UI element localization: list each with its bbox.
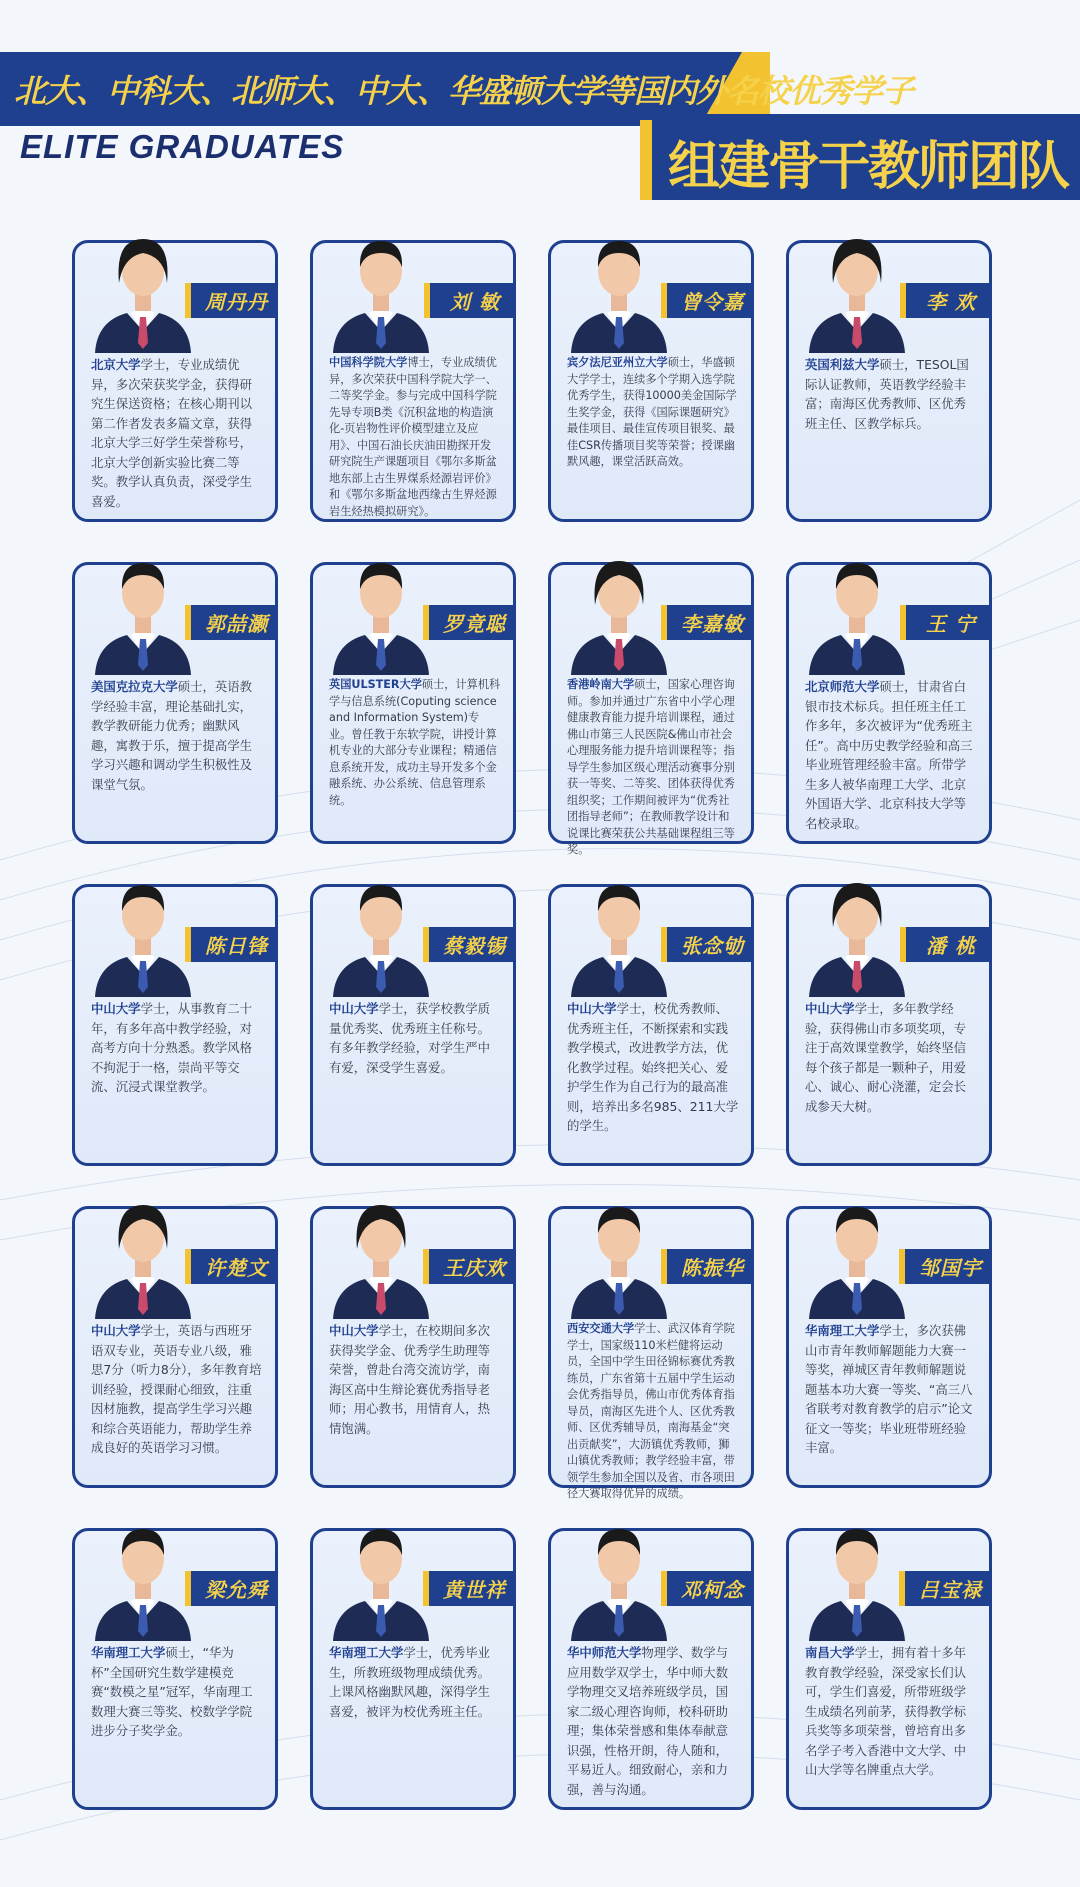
card-header — [75, 1209, 275, 1321]
teacher-bio: 硕士，国家心理咨询师。参加并通过广东省中小学心理健康教育能力提升培训课程，通过佛山市第三人民医院&佛山市社会心理服务能力提升培训课程等；指导学生参加区级心理活动赛事分别获一等奖、二等奖、团体获得优秀组织奖；工作期间被评为“优秀社团指导老师”；在教师教学设计和说课比赛荣获公共基础课程组三等奖。 — [567, 678, 735, 856]
teacher-photo — [325, 857, 437, 997]
teacher-description — [789, 677, 989, 837]
teacher-card — [310, 1206, 516, 1488]
teacher-description — [75, 999, 275, 1159]
teacher-card — [786, 1528, 992, 1810]
teacher-photo — [87, 1179, 199, 1319]
teacher-name: 陈振华 — [661, 1249, 754, 1284]
teacher-photo — [801, 1501, 913, 1641]
teacher-name: 郭喆灏 — [185, 605, 278, 640]
teacher-description — [313, 355, 513, 518]
teacher-school: 宾夕法尼亚州立大学 — [567, 356, 668, 369]
teacher-photo — [87, 1501, 199, 1641]
teacher-name: 陈日锋 — [185, 927, 278, 962]
teacher-bio: 硕士，TESOL国际认证教师，英语教学经验丰富；南海区优秀教师、区优秀班主任、区教学标兵。 — [805, 357, 969, 431]
teacher-photo — [563, 535, 675, 675]
teacher-card — [310, 884, 516, 1166]
teacher-photo — [801, 857, 913, 997]
teacher-name: 许楚文 — [185, 1249, 278, 1284]
teacher-bio: 学士、武汉体育学院学士，国家级110米栏健将运动员，全国中学生田径锦标赛优秀教练员，广东省第十五届中学生运动会优秀指导员，佛山市优秀体育指导员，南海区先进个人、区优秀教师、区优秀辅导员，南海基金“突出贡献奖”，大沥镇优秀教师，狮山镇优秀教师；教学经验丰富，带领学生参加全国以及省、市各项田径大赛取得优异的成绩。 — [567, 1322, 735, 1500]
card-header — [789, 243, 989, 355]
teacher-description — [551, 355, 751, 515]
teacher-name: 王 宁 — [900, 605, 992, 640]
teacher-name: 曾令嘉 — [661, 283, 754, 318]
teacher-card — [548, 1528, 754, 1810]
teacher-bio: 物理学、数学与应用数学双学士，华中师大数学物理交叉培养班级学员，国家二级心理咨询师，校科研助理；集体荣誉感和集体奉献意识强，性格开朗，待人随和，平易近人。细致耐心，亲和力强，善与沟通。 — [567, 1645, 729, 1797]
teacher-card — [548, 240, 754, 522]
card-header — [313, 1531, 513, 1643]
teacher-school: 中山大学 — [91, 1323, 141, 1338]
teacher-name: 张念劬 — [661, 927, 754, 962]
teacher-bio: 学士，获学校教学质量优秀奖、优秀班主任称号。有多年教学经验，对学生严中有爱，深受学生喜爱。 — [329, 1001, 491, 1075]
teacher-description — [75, 1643, 275, 1803]
teacher-description — [789, 1643, 989, 1803]
teacher-school: 华南理工大学 — [91, 1645, 166, 1660]
teacher-name: 潘 桃 — [900, 927, 992, 962]
teacher-bio: 硕士，英语教学经验丰富，理论基础扎实，教学教研能力优秀；幽默风趣，寓教于乐，擅于提高学生学习兴趣和调动学生积极性及课堂气氛。 — [91, 679, 253, 792]
slogan-text: 组建骨干教师团队 — [668, 137, 1069, 197]
teacher-description — [313, 1643, 513, 1803]
teacher-card — [786, 562, 992, 844]
teacher-card — [310, 240, 516, 522]
card-header — [551, 565, 751, 677]
teacher-name: 李 欢 — [900, 283, 992, 318]
teacher-description — [551, 1321, 751, 1500]
teacher-bio: 学士，多年教学经验，获得佛山市多项奖项，专注于高效课堂教学，始终坚信每个孩子都是一颗种子，用爱心、诚心、耐心浇灌，定会长成参天大树。 — [805, 1001, 967, 1114]
teacher-photo — [801, 535, 913, 675]
teacher-name: 邹国宇 — [899, 1249, 992, 1284]
teacher-bio: 学士，从事教育二十年，有多年高中教学经验，对高考方向十分熟悉。教学风格不拘泥于一格，崇尚平等交流、沉浸式课堂教学。 — [91, 1001, 253, 1094]
teacher-bio: 硕士，甘肃省白银市技术标兵。担任班主任工作多年，多次被评为“优秀班主任”。高中历史教学经验和高三毕业班管理经验丰富。所带学生多人被华南理工大学、北京外国语大学、北京科技大学等名校录取。 — [805, 679, 973, 831]
teacher-school: 北京大学 — [91, 357, 141, 372]
card-header — [313, 1209, 513, 1321]
teacher-school: 南昌大学 — [805, 1645, 855, 1660]
teacher-school: 北京师范大学 — [805, 679, 880, 694]
teacher-description — [551, 1643, 751, 1803]
teacher-photo — [325, 1501, 437, 1641]
teacher-school: 华南理工大学 — [805, 1323, 880, 1338]
teacher-photo — [801, 1179, 913, 1319]
card-header — [551, 1209, 751, 1321]
teacher-bio: 学士，英语与西班牙语双专业，英语专业八级，雅思7分（听力8分），多年教育培训经验，授课耐心细致，注重因材施教，提高学生学习兴趣和综合英语能力，帮助学生养成良好的英语学习习惯。 — [91, 1323, 262, 1455]
teacher-card — [72, 562, 278, 844]
teacher-bio: 学士，多次获佛山市青年教师解题能力大赛一等奖，禅城区青年教师解题说题基本功大赛一等奖、“高三八省联考对教育教学的启示”论文征文一等奖；毕业班带班经验丰富。 — [805, 1323, 973, 1455]
teacher-school: 中山大学 — [329, 1001, 379, 1016]
teacher-name: 刘 敏 — [424, 283, 516, 318]
teacher-card — [548, 1206, 754, 1500]
teacher-bio: 博士，专业成绩优异，多次荣获中国科学院大学一、二等奖学金。参与完成中国科学院先导专项B类《沉积盆地的构造演化-页岩物性评价模型建立及应用》、中国石油长庆油田勘探开发研究院生产课题项目《鄂尔多斯盆地东部上古生界煤系烃源岩评价》和《鄂尔多斯盆地西缘古生界烃源岩生烃热模拟研究》。 — [329, 356, 497, 518]
teacher-card — [786, 240, 992, 522]
teacher-photo — [563, 857, 675, 997]
teacher-photo — [87, 213, 199, 353]
teacher-grid — [72, 240, 992, 1810]
teacher-school: 华中师范大学 — [567, 1645, 642, 1660]
teacher-bio: 学士，拥有着十多年教育教学经验，深受家长们认可，学生们喜爱，所带班级学生成绩名列前茅，获得教学标兵奖等多项荣誉，曾培育出多名学子考入香港中文大学、中山大学等名牌重点大学。 — [805, 1645, 967, 1777]
teacher-school: 中山大学 — [329, 1323, 379, 1338]
teacher-name: 黄世祥 — [423, 1571, 516, 1606]
teacher-card — [72, 884, 278, 1166]
teacher-photo — [87, 857, 199, 997]
teacher-photo — [801, 213, 913, 353]
teacher-photo — [563, 213, 675, 353]
teacher-name: 李嘉敏 — [661, 605, 754, 640]
teacher-bio: 学士，校优秀教师、优秀班主任，不断探索和实践教学模式，改进教学方法，优化教学过程。始终把关心、爱护学生作为自己行为的最高准则，培养出多名985、211大学的学生。 — [567, 1001, 739, 1133]
teacher-card — [548, 884, 754, 1166]
teacher-bio: 硕士，计算机科学与信息系统(Coputing science and Information System)专业。曾任教于东软学院，讲授计算机专业的大部分专业课程；精通信息系统开发，成功主导开发多个金融系统、办公系统、信息管理系统。 — [329, 678, 501, 807]
teacher-name: 王庆欢 — [423, 1249, 516, 1284]
teacher-card — [786, 1206, 992, 1488]
teacher-photo — [325, 1179, 437, 1319]
teacher-school: 香港岭南大学 — [567, 678, 635, 691]
card-header — [75, 243, 275, 355]
teacher-school: 中山大学 — [805, 1001, 855, 1016]
teacher-description — [789, 1321, 989, 1481]
teacher-name: 吕宝禄 — [899, 1571, 992, 1606]
teacher-school: 英国利兹大学 — [805, 357, 880, 372]
teacher-name: 周丹丹 — [185, 283, 278, 318]
teacher-name: 罗竟聪 — [423, 605, 516, 640]
card-header — [789, 565, 989, 677]
teacher-school: 美国克拉克大学 — [91, 679, 178, 694]
card-header — [551, 887, 751, 999]
teacher-description — [551, 999, 751, 1159]
teacher-card — [310, 562, 516, 844]
teacher-card — [548, 562, 754, 856]
teacher-bio: 硕士，“华为杯”全国研究生数学建模竞赛“数模之星”冠军，华南理工数理大赛三等奖、校数学学院进步分子奖学金。 — [91, 1645, 253, 1738]
teacher-card — [786, 884, 992, 1166]
teacher-description — [313, 999, 513, 1159]
teacher-description — [789, 999, 989, 1159]
card-header — [75, 565, 275, 677]
teacher-description — [313, 1321, 513, 1481]
teacher-photo — [325, 535, 437, 675]
teacher-name: 蔡毅锡 — [423, 927, 516, 962]
teacher-school: 中国科学院大学 — [329, 356, 408, 369]
teacher-description — [75, 1321, 275, 1481]
card-header — [313, 887, 513, 999]
card-header — [551, 1531, 751, 1643]
teacher-school: 华南理工大学 — [329, 1645, 404, 1660]
teacher-name: 梁允舜 — [185, 1571, 278, 1606]
teacher-school: 西安交通大学 — [567, 1322, 635, 1335]
header-subtitle-en: ELITE GRADUATES — [20, 128, 345, 165]
card-header — [789, 887, 989, 999]
card-header — [313, 565, 513, 677]
teacher-card — [72, 1206, 278, 1488]
card-header — [313, 243, 513, 355]
teacher-description — [313, 677, 513, 837]
header-title: 北大、中科大、北师大、中大、华盛顿大学等国内外名校优秀学子 — [14, 72, 914, 110]
teacher-bio: 学士，优秀毕业生，所教班级物理成绩优秀。上课风格幽默风趣，深得学生喜爱，被评为校优秀班主任。 — [329, 1645, 491, 1719]
teacher-school: 中山大学 — [91, 1001, 141, 1016]
teacher-card — [310, 1528, 516, 1810]
teacher-description — [75, 677, 275, 837]
teacher-photo — [87, 535, 199, 675]
teacher-card — [72, 240, 278, 522]
teacher-school: 英国ULSTER大学 — [329, 678, 422, 691]
teacher-card — [72, 1528, 278, 1810]
teacher-bio: 学士，在校期间多次获得奖学金、优秀学生助理等荣誉，曾赴台湾交流访学，南海区高中生辩论赛优秀指导老师；用心教书，用情育人，热情饱满。 — [329, 1323, 491, 1436]
teacher-school: 中山大学 — [567, 1001, 617, 1016]
card-header — [75, 887, 275, 999]
card-header — [551, 243, 751, 355]
teacher-photo — [325, 213, 437, 353]
teacher-bio: 硕士，华盛顿大学学士，连续多个学期入选学院优秀学生，获得10000美金国际学生奖学金，获得《国际课题研究》最佳项目、最佳宣传项目银奖、最佳CSR传播项目奖等荣誉；授课幽默风趣，课堂活跃高效。 — [567, 356, 737, 468]
teacher-photo — [563, 1501, 675, 1641]
teacher-photo — [563, 1179, 675, 1319]
card-header — [75, 1531, 275, 1643]
card-header — [789, 1531, 989, 1643]
teacher-description — [789, 355, 989, 515]
teacher-description — [75, 355, 275, 515]
card-header — [789, 1209, 989, 1321]
teacher-name: 邓柯念 — [661, 1571, 754, 1606]
teacher-description — [551, 677, 751, 856]
teacher-bio: 学士，专业成绩优异，多次荣获奖学金，获得研究生保送资格；在核心期刊以第二作者发表多篇文章，获得北京大学三好学生荣誉称号，北京大学创新实验比赛二等奖。教学认真负责，深受学生喜爱。 — [91, 357, 253, 509]
